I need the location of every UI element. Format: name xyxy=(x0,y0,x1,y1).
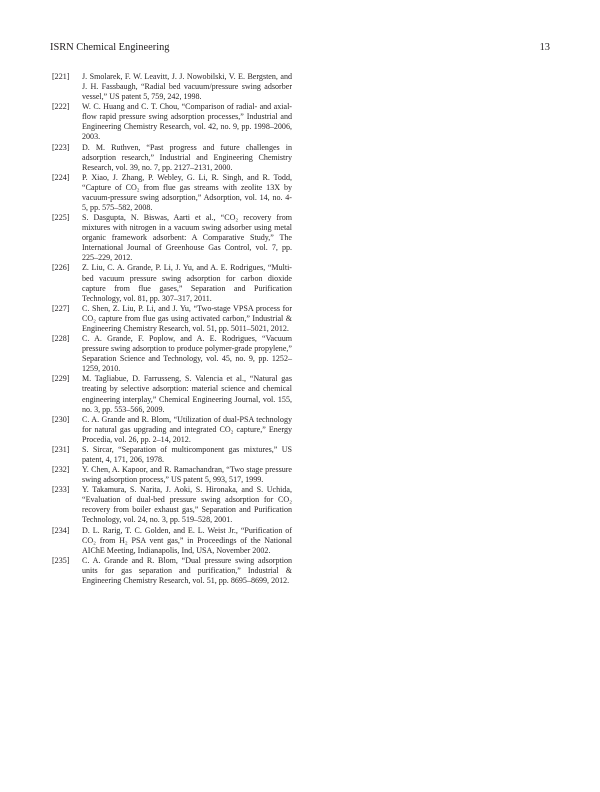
reference-number: [231] xyxy=(52,444,70,454)
reference-number: [232] xyxy=(52,465,70,475)
reference-number: [228] xyxy=(52,334,70,344)
reference-number: [224] xyxy=(52,172,70,182)
reference-number: [226] xyxy=(52,263,70,273)
reference-number: [230] xyxy=(52,414,70,424)
reference-number: [223] xyxy=(52,142,70,152)
reference-number: [229] xyxy=(52,374,70,384)
reference-item xyxy=(52,556,292,586)
reference-number: [222] xyxy=(52,102,70,112)
reference-text: D. L. Rarig, T. C. Golden, and E. L. Weist Jr., “Purification of CO₂ from H₂ PSA vent gas,” in Proceedings of the National AIChE Meeting, Indianapolis, Ind, USA, November 2002. xyxy=(82,525,292,555)
reference-text: M. Tagliabue, D. Farrusseng, S. Valencia et al., “Natural gas treating by selective adsorption: material science and chemical engineering interplay,” Chemical Engineering Journal, vol. 155, no. 3, pp. 553–566, 2009. xyxy=(82,374,292,414)
page-number: 13 xyxy=(539,42,550,53)
reference-number: [233] xyxy=(52,485,70,495)
reference-item xyxy=(52,263,292,303)
reference-text: S. Dasgupta, N. Biswas, Aarti et al., “CO₂ recovery from mixtures with nitrogen in a vacuum swing adsorber using metal organic framework adsorbent: A Comparative Study,” The International Journal of Greenhouse Gas Control, vol. 7, pp. 225–229, 2012. xyxy=(82,213,292,263)
running-header xyxy=(50,41,550,55)
reference-text: Y. Chen, A. Kapoor, and R. Ramachandran, “Two stage pressure swing adsorption process,” US patent 5, 993, 517, 1999. xyxy=(82,465,292,485)
reference-text: C. Shen, Z. Liu, P. Li, and J. Yu, “Two-stage VPSA process for CO₂ capture from flue gas using activated carbon,” Industrial & Engineering Chemistry Research, vol. 51, pp. 5011–5021, 2012. xyxy=(82,303,292,333)
reference-item xyxy=(52,213,292,263)
reference-number: [225] xyxy=(52,213,70,223)
reference-number: [221] xyxy=(52,72,70,81)
reference-item xyxy=(52,72,292,102)
reference-text: C. A. Grande and R. Blom, “Dual pressure swing adsorption units for gas separation and purification,” Industrial & Engineering Chemistry Research, vol. 51, pp. 8695–8699, 2012. xyxy=(82,555,292,585)
reference-text: D. M. Ruthven, “Past progress and future challenges in adsorption research,” Industrial and Engineering Chemistry Research, vol. 39, no. 7, pp. 2127–2131, 2000. xyxy=(82,142,292,172)
reference-list xyxy=(52,72,292,586)
reference-item xyxy=(52,304,292,334)
reference-number: [234] xyxy=(52,525,70,535)
reference-text: W. C. Huang and C. T. Chou, “Comparison of radial- and axial-flow rapid pressure swing adsorption processes,” Industrial and Engineering Chemistry Research, vol. 42, no. 9, pp. 1998–2006, 2003. xyxy=(82,102,292,142)
reference-item xyxy=(52,526,292,556)
journal-title: ISRN Chemical Engineering xyxy=(50,42,170,53)
reference-item xyxy=(52,374,292,414)
reference-item xyxy=(52,334,292,374)
reference-item xyxy=(52,465,292,485)
reference-text: C. A. Grande and R. Blom, “Utilization of dual-PSA technology for natural gas upgrading and integrated CO₂ capture,” Energy Procedia, vol. 26, pp. 2–14, 2012. xyxy=(82,414,292,444)
reference-item xyxy=(52,143,292,173)
reference-number: [235] xyxy=(52,555,70,565)
reference-text: Y. Takamura, S. Narita, J. Aoki, S. Hironaka, and S. Uchida, “Evaluation of dual-bed pressure swing adsorption for CO₂ recovery from boiler exhaust gas,” Separation and Purification Technology, vol. 24, no. 3, pp. 519–528, 2001. xyxy=(82,485,292,525)
reference-text: C. A. Grande, F. Poplow, and A. E. Rodrigues, “Vacuum pressure swing adsorption to produce polymer-grade propylene,” Separation Science and Technology, vol. 45, no. 9, pp. 1252–1259, 2010. xyxy=(82,334,292,374)
reference-item xyxy=(52,415,292,445)
reference-text: P. Xiao, J. Zhang, P. Webley, G. Li, R. Singh, and R. Todd, “Capture of CO₂ from flue gas streams with zeolite 13X by vacuum-pressure swing adsorption,” Adsorption, vol. 14, no. 4-5, pp. 575–582, 2008. xyxy=(82,172,292,213)
reference-text: J. Smolarek, F. W. Leavitt, J. J. Nowobilski, V. E. Bergsten, and J. H. Fassbaugh, “Radial bed vacuum/pressure swing adsorber vessel,” US patent 5, 759, 242, 1998. xyxy=(82,72,292,102)
reference-item xyxy=(52,445,292,465)
reference-text: Z. Liu, C. A. Grande, P. Li, J. Yu, and A. E. Rodrigues, “Multi-bed vacuum pressure swing adsorption for carbon dioxide capture from flue gases,” Separation and Purification Technology, vol. 81, pp. 307–317, 2011. xyxy=(82,263,292,303)
reference-item xyxy=(52,485,292,525)
reference-text: S. Sircar, “Separation of multicomponent gas mixtures,” US patent, 4, 171, 206, 1978. xyxy=(82,444,292,464)
reference-number: [227] xyxy=(52,303,70,313)
reference-item xyxy=(52,102,292,142)
reference-item xyxy=(52,173,292,213)
